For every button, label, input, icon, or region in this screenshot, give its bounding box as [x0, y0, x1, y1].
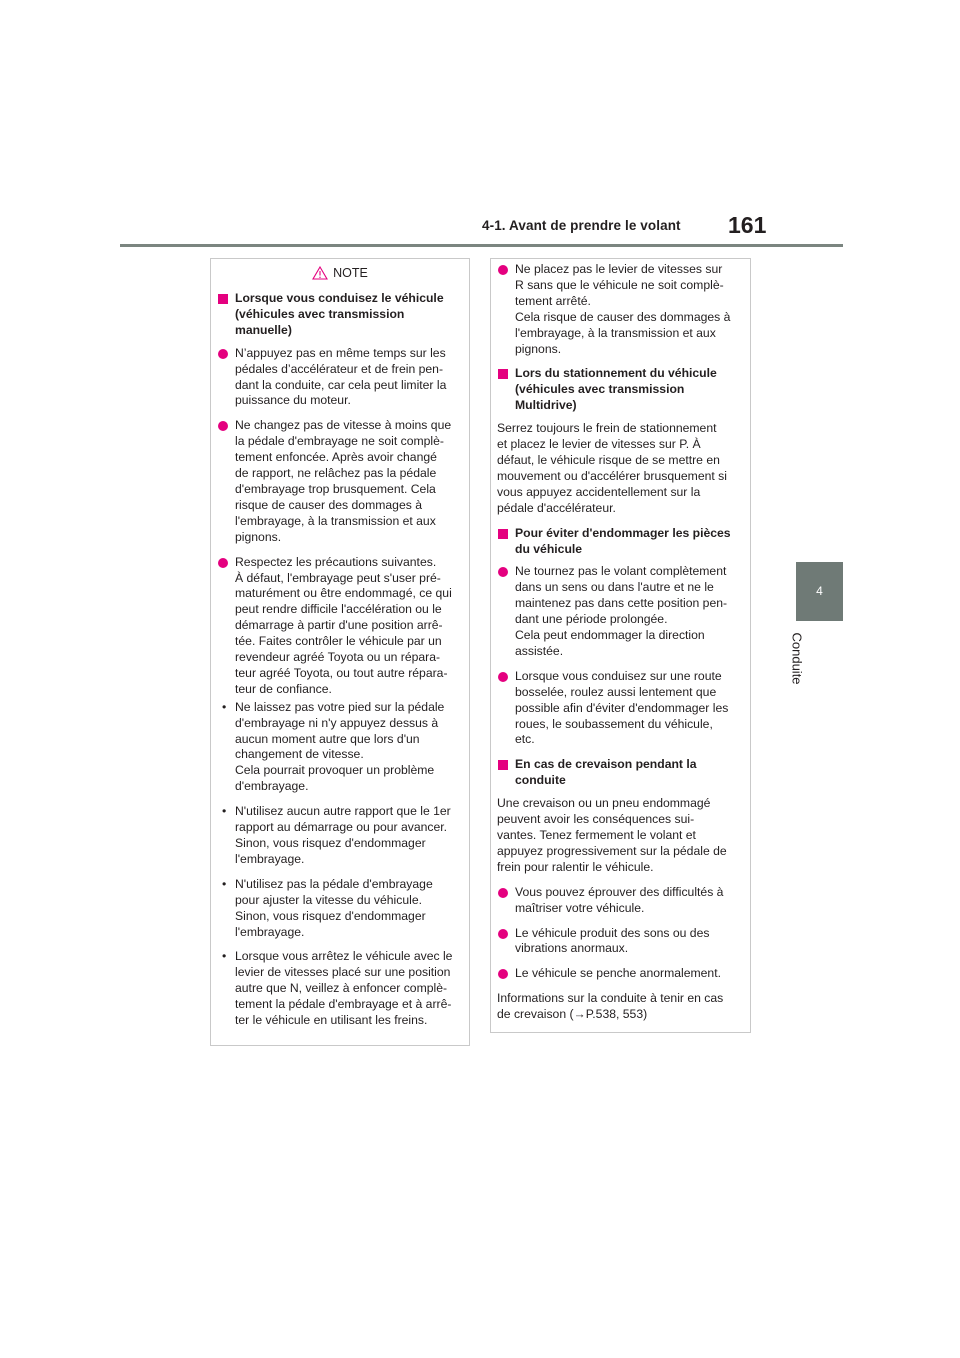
text-line: etc. — [515, 732, 535, 747]
text-line: tée. Faites contrôler le véhicule par un — [235, 634, 442, 649]
text-line: Cela risque de causer des dommages à — [515, 309, 731, 324]
text-line: Sinon, vous risquez d'endommager — [235, 908, 426, 923]
text-line: roues, le soubassement du véhicule, — [515, 716, 713, 731]
text-line: Lorsque vous arrêtez le véhicule avec le — [235, 949, 453, 964]
chapter-label — [786, 632, 806, 692]
text-line: mouvement ou d'accélérer brusquement si — [497, 468, 727, 483]
text-line: puissance du moteur. — [235, 393, 351, 408]
text-line: manuelle) — [235, 322, 292, 337]
text-line: conduite — [515, 773, 566, 788]
text-line: d'embrayage trop brusquement. Cela — [235, 481, 436, 496]
text-line: maîtriser votre véhicule. — [515, 900, 645, 915]
text-line: risque de causer des dommages à — [235, 497, 422, 512]
text-line: Multidrive) — [515, 398, 577, 413]
text-line: la pédale d'embrayage ne soit complè- — [235, 434, 444, 449]
section-heading — [497, 526, 742, 558]
text-line: (véhicules avec transmission — [235, 306, 405, 321]
text-line: En cas de crevaison pendant la — [515, 757, 697, 772]
bullet-mark: • — [222, 804, 227, 819]
text-line: dans un sens ou dans l'autre et ne le — [515, 580, 714, 595]
circle-bullet-icon — [498, 969, 508, 979]
text-line: Une crevaison ou un pneu endommagé — [497, 796, 711, 811]
text-line: maintenez pas dans cette position pen- — [515, 596, 728, 611]
text-line: peut rendre difficile l'accélération ou le — [235, 602, 442, 617]
text-line: maturément ou être endommagé, ce qui — [235, 586, 452, 601]
circle-bullet-icon — [498, 888, 508, 898]
text-line: Ne placez pas le levier de vitesses sur — [515, 262, 723, 276]
circle-bullet-icon — [498, 265, 508, 275]
text-line: l'embrayage. — [235, 924, 305, 939]
text-line: du véhicule — [515, 541, 583, 556]
paragraph — [497, 421, 742, 516]
text-line: l'embrayage, à la transmission et aux — [515, 325, 716, 340]
text-line: et placez le levier de vitesses sur P. À — [497, 437, 701, 452]
text-line: rapport au démarrage ou pour avancer. — [235, 820, 448, 835]
text-line: Le véhicule produit des sons ou des — [515, 925, 710, 940]
text-line: défaut, le véhicule risque de se mettre en — [497, 452, 720, 467]
text-line: Cela peut endommager la direction — [515, 628, 705, 643]
text-line: pédale d'accélérateur. — [497, 500, 616, 515]
text-line: pignons. — [235, 529, 282, 544]
text-line: Lors du stationnement du véhicule — [515, 366, 717, 381]
circle-bullet-icon — [498, 672, 508, 682]
text-line: Ne tournez pas le volant complètement — [515, 564, 727, 579]
text-line: Lorsque vous conduisez sur une route — [515, 668, 722, 683]
text-line: tement arrêté. — [515, 293, 591, 308]
text-line: peuvent avoir les conséquences sui- — [497, 812, 695, 827]
text-line: autre que N, veillez à enfoncer complè- — [235, 981, 448, 996]
square-bullet-icon — [498, 529, 508, 539]
text-line: pour ajuster la vitesse du véhicule. — [235, 892, 422, 907]
sub-bullet-item — [217, 804, 461, 868]
sub-bullet-item — [217, 877, 461, 941]
header-rule — [120, 244, 843, 247]
text-line: pignons. — [515, 341, 562, 356]
text-line: Pour éviter d'endommager les pièces — [515, 525, 731, 540]
chapter-tab[interactable] — [796, 562, 843, 621]
text-line: de rapport, ne relâchez pas la pédale — [235, 466, 437, 481]
square-bullet-icon — [498, 369, 508, 379]
page-reference-link[interactable]: de crevaison (→P.538, 553) — [497, 1007, 648, 1022]
section-heading — [217, 291, 461, 339]
chapter-number: 4 — [816, 584, 823, 598]
note-header — [211, 259, 469, 291]
text-line: ter le véhicule en utilisant les freins. — [235, 1013, 428, 1028]
text-line: N'utilisez aucun autre rapport que le 1er — [235, 804, 451, 819]
text-line: Cela pourrait provoquer un problème — [235, 763, 435, 778]
text-line: dant la conduite, car cela peut limiter la — [235, 377, 447, 392]
sub-bullet-item — [217, 949, 461, 1029]
list-item — [497, 966, 742, 982]
square-bullet-icon — [498, 760, 508, 770]
square-bullet-icon — [218, 294, 228, 304]
section-heading — [497, 757, 742, 789]
text-line: tement la pédale d'embrayage et à arrê- — [235, 997, 452, 1012]
paragraph — [497, 796, 742, 876]
circle-bullet-icon — [218, 421, 228, 431]
circle-bullet-icon — [218, 349, 228, 359]
text-line: l'embrayage. — [235, 851, 305, 866]
text-line: tement enfoncée. Après avoir changé — [235, 450, 437, 465]
circle-bullet-icon — [218, 558, 228, 568]
right-content — [497, 262, 742, 1032]
bullet-mark: • — [222, 949, 227, 964]
running-header-title: 4-1. Avant de prendre le volant — [482, 218, 681, 233]
text-line: Vous pouvez éprouver des difficultés à — [515, 884, 724, 899]
text-line: R sans que le véhicule ne soit complè- — [515, 277, 724, 292]
text-line: Ne laissez pas votre pied sur la pédale — [235, 699, 445, 714]
text-line: vibrations anormaux. — [515, 941, 629, 956]
bullet-mark: • — [222, 699, 227, 714]
page-number: 161 — [728, 212, 767, 238]
text-line: pédales d’accélérateur et de frein pen- — [235, 361, 443, 376]
circle-bullet-icon — [498, 929, 508, 939]
text-line: bosselée, roulez aussi lentement que — [515, 684, 717, 699]
note-box-left — [210, 258, 470, 1046]
text-line: possible afin d'éviter d'endommager les — [515, 700, 729, 715]
list-item — [497, 564, 742, 659]
list-item — [497, 262, 742, 357]
bullet-mark: • — [222, 876, 227, 891]
text-line: frein pour ralentir le véhicule. — [497, 859, 654, 874]
text-line: Ne changez pas de vitesse à moins que — [235, 418, 452, 433]
text-line: N’appuyez pas en même temps sur les — [235, 345, 446, 360]
chapter-label-text: Conduite — [789, 632, 805, 685]
text-line: assistée. — [515, 643, 564, 658]
text-line: Serrez toujours le frein de stationnement — [497, 421, 717, 436]
text-line: N'utilisez pas la pédale d'embrayage — [235, 876, 433, 891]
text-line: d'embrayage ni n'y appuyez dessus à — [235, 715, 439, 730]
section-heading — [497, 366, 742, 414]
text-line: Respectez les précautions suivantes. — [235, 554, 437, 569]
list-item — [217, 346, 461, 410]
paragraph — [497, 991, 742, 1023]
warning-triangle-icon — [312, 266, 328, 280]
list-item — [497, 669, 742, 749]
list-item — [497, 885, 742, 917]
text-line: vous appuyez accidentellement sur la — [497, 484, 701, 499]
text-line: revendeur agréé Toyota ou un répara- — [235, 650, 441, 665]
text-line: l'embrayage, à la transmission et aux — [235, 513, 436, 528]
text-line: aucun moment autre que lors d'un — [235, 731, 420, 746]
text-line: (véhicules avec transmission — [515, 382, 685, 397]
note-box-right — [490, 258, 751, 1033]
text-line: démarrage à partir d'une position arrê- — [235, 618, 443, 633]
text-line: changement de vitesse. — [235, 747, 364, 762]
list-item — [497, 926, 742, 958]
text-line: À défaut, l'embrayage peut s'user pré- — [235, 570, 441, 585]
text-line: appuyez progressivement sur la pédale de — [497, 843, 727, 858]
text-line: Sinon, vous risquez d'endommager — [235, 836, 426, 850]
list-item — [217, 418, 461, 545]
text-line: teur agréé Toyota, ou tout autre répara- — [235, 665, 448, 680]
text-line: levier de vitesses placé sur une position — [235, 965, 451, 980]
text-line: dant une période prolongée. — [515, 612, 668, 627]
text-line: vantes. Tenez fermement le volant et — [497, 828, 696, 842]
text-line: Lorsque vous conduisez le véhicule — [235, 291, 444, 305]
note-label: NOTE — [333, 266, 368, 280]
list-item — [217, 555, 461, 698]
sub-bullet-item — [217, 700, 461, 795]
text-line: d'embrayage. — [235, 779, 309, 794]
left-content — [217, 291, 461, 1038]
text-line: teur de confiance. — [235, 681, 332, 696]
text-line: Informations sur la conduite à tenir en cas — [497, 991, 724, 1006]
circle-bullet-icon — [498, 567, 508, 577]
text-line: Le véhicule se penche anormalement. — [515, 966, 721, 981]
